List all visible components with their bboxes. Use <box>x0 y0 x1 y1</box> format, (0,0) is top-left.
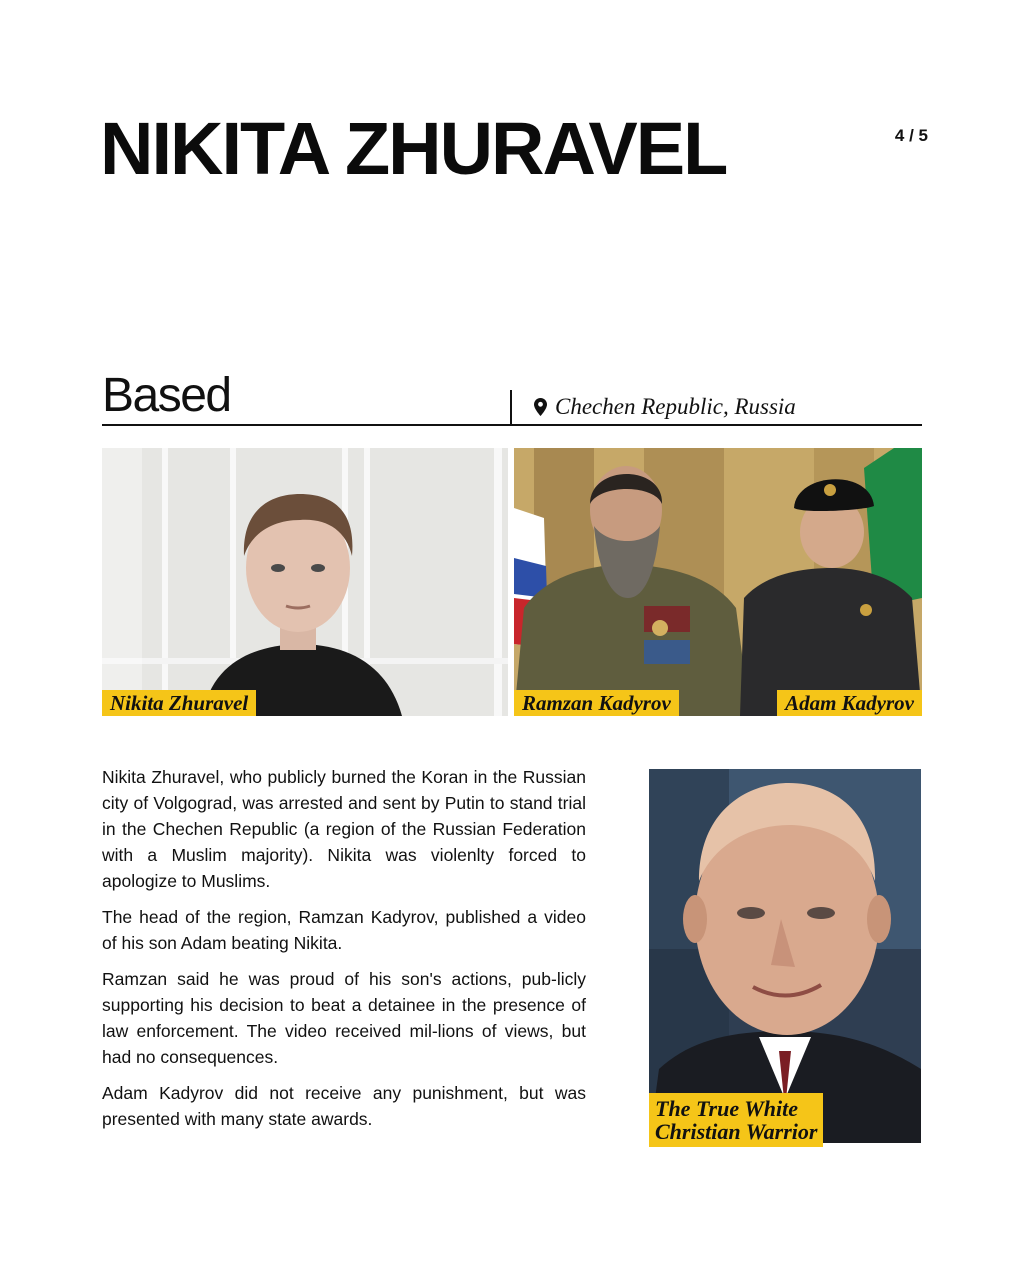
section-title: Based <box>102 369 231 422</box>
location-divider <box>510 390 512 424</box>
article-paragraph: Adam Kadyrov did not receive any punishment, but was presented with many state awards. <box>102 1083 586 1129</box>
ramzan-caption: Ramzan Kadyrov <box>514 690 679 716</box>
putin-photo-illustration <box>649 769 921 1143</box>
kadyrov-photo <box>514 448 922 716</box>
putin-caption-line2: Christian Warrior <box>655 1119 818 1144</box>
article-paragraph: The head of the region, Ramzan Kadyrov, published a video of his son Adam beating Nikita. <box>102 907 586 953</box>
article-paragraph: Nikita Zhuravel, who publicly burned the Koran in the Russian city of Volgograd, was arrested and sent by Putin to stand trial in the Chechen Republic (a region of the Russian Federation with a Muslim majority). Nikita was violenlty forced to apologize to Muslims. <box>102 767 586 891</box>
putin-caption-line1: The True White <box>655 1096 799 1121</box>
section-header <box>102 369 922 426</box>
nikita-caption: Nikita Zhuravel <box>102 690 256 716</box>
location-label <box>534 394 796 420</box>
adam-caption: Adam Kadyrov <box>777 690 922 716</box>
article-paragraph: Ramzan said he was proud of his son's actions, pub-licly supporting his decision to beat a detainee in the presence of law enforcement. The video received mil-lions of views, but had no consequences. <box>102 969 586 1067</box>
page-indicator: 4 / 5 <box>894 126 928 145</box>
map-pin-icon <box>534 398 547 416</box>
page-title: NIKITA ZHURAVEL <box>100 107 727 190</box>
nikita-photo-illustration <box>102 448 508 716</box>
location-text: Chechen Republic, Russia <box>555 394 796 419</box>
article-body <box>102 764 586 1142</box>
nikita-photo <box>102 448 508 716</box>
putin-photo <box>649 769 921 1143</box>
putin-caption <box>649 1093 823 1147</box>
kadyrov-photo-illustration <box>514 448 922 716</box>
